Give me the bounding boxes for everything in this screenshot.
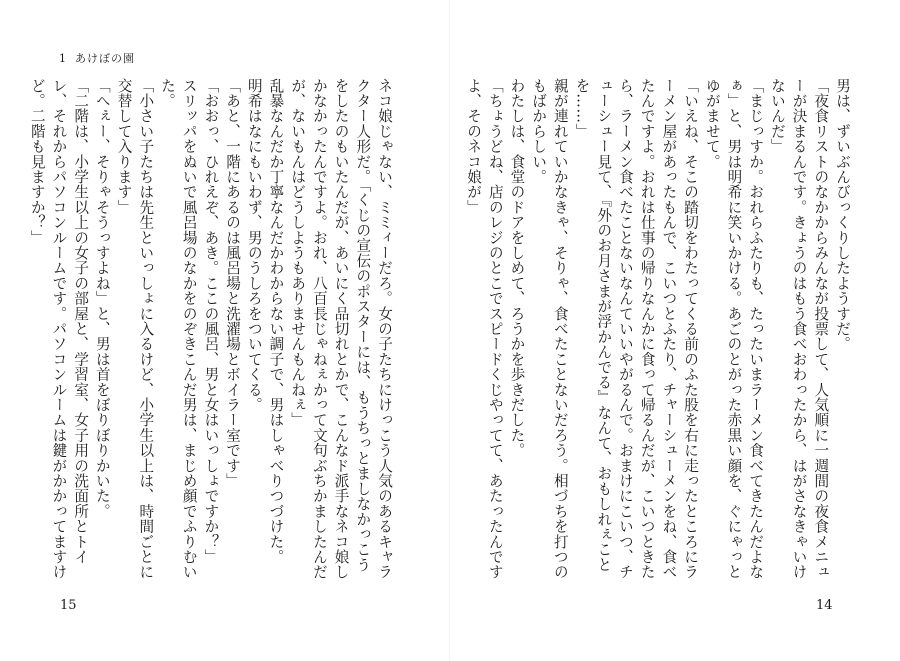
running-header	[59, 50, 135, 66]
paragraph: 「小さい子たちは先生といっしょに入るけど、小学生以上は、時間ごとに交替して入ります」	[115, 78, 155, 580]
paragraph: 親が連れていかなきゃ、そりゃ、食べたことないだろう。相づちを打つのもばからしい。	[530, 78, 569, 580]
paragraph: 男は、ずいぶんびっくりしたようすだ。	[834, 78, 851, 352]
chapter-title: あけぼの園	[75, 52, 135, 65]
paragraph: わたしは、食堂のドアをしめて、ろうかを歩きだした。	[508, 78, 526, 458]
paragraph: 「いえね、そこの踏切をわたってくる前のふた股を右に走ったところにラーメン屋があったもんで、こいつとふたり、チャーシューメンをね、食べたんですよ。おれは仕事の帰りなんかに食って帰るんだが、こいつときたら、ラーメン食べたことないなんていいやがるんで。おまけにこいつ、チューシュー見て、『外のお月さまが浮かんでる』なんて、おもしれぇことを……」	[573, 78, 700, 580]
paragraph: 「へぇー、そりゃそうっすよね」と、男は首をぼりぼりかいた。	[93, 78, 111, 519]
paragraph: 「二階は、小学生以上の女子の部屋と、学習室、女子用の洗面所とトイレ、それからパソコンルームです。パソコンルームは鍵がかかってますけど。二階も見ますか？」	[28, 78, 90, 580]
right-page	[450, 0, 900, 661]
paragraph: 明希はなにもいわず、男のうしろをついてくる。	[245, 78, 263, 413]
left-body-text	[28, 78, 395, 583]
paragraph: 「夜食リストのなかからみんなが投票して、人気順に一週間の夜食メニューが決まるんです。きょうのはもう食べおわったから、はがさなきゃいけないんだ」	[768, 78, 830, 580]
paragraph: 「ちょうどね、店のレジのとこでスピードくじやってて、あたったんですよ、そのネコ娘が」	[465, 78, 504, 580]
page-number-left: 15	[60, 598, 77, 613]
paragraph: スリッパをぬいで風呂場のなかをのぞきこんだ男は、まじめ顔でふりむいた。	[158, 78, 198, 580]
paragraph: ネコ娘じゃない、ミミィーだろ。女の子たちにけっこう人気のあるキャラクター人形だ。「くじの宣伝のポスターには、もうちっとましなかっこうをしたのもいたんだが、あいにく品切れとかで、こんなド派手なネコ娘しかなかったんですよ。おれ、八百長じゃねぇかって文句ぶちかましたんだが、ないもんはどうしようもありませんもんねぇ」	[289, 78, 393, 580]
chapter-number: 1	[59, 52, 67, 65]
page-number-right: 14	[816, 598, 833, 613]
right-body-text	[465, 78, 853, 583]
paragraph: 乱暴なんだか丁寧なんだかわからない調子で、男はしゃべりつづけた。	[267, 78, 285, 565]
paragraph: 「あと、一階にあるのは風呂場と洗濯場とボイラー室です」	[224, 78, 242, 489]
paragraph: 「まじっすか。おれらふたりも、たったいまラーメン食べてきたんだよなぁ」と、男は明希に笑いかける。あごのとがった赤黒い顔を、ぐにゃっとゆがませて。	[703, 78, 765, 580]
paragraph: 「おおっ、ひれえぞ、あき。ここの風呂、男と女はいっしょですか？」	[202, 78, 220, 565]
